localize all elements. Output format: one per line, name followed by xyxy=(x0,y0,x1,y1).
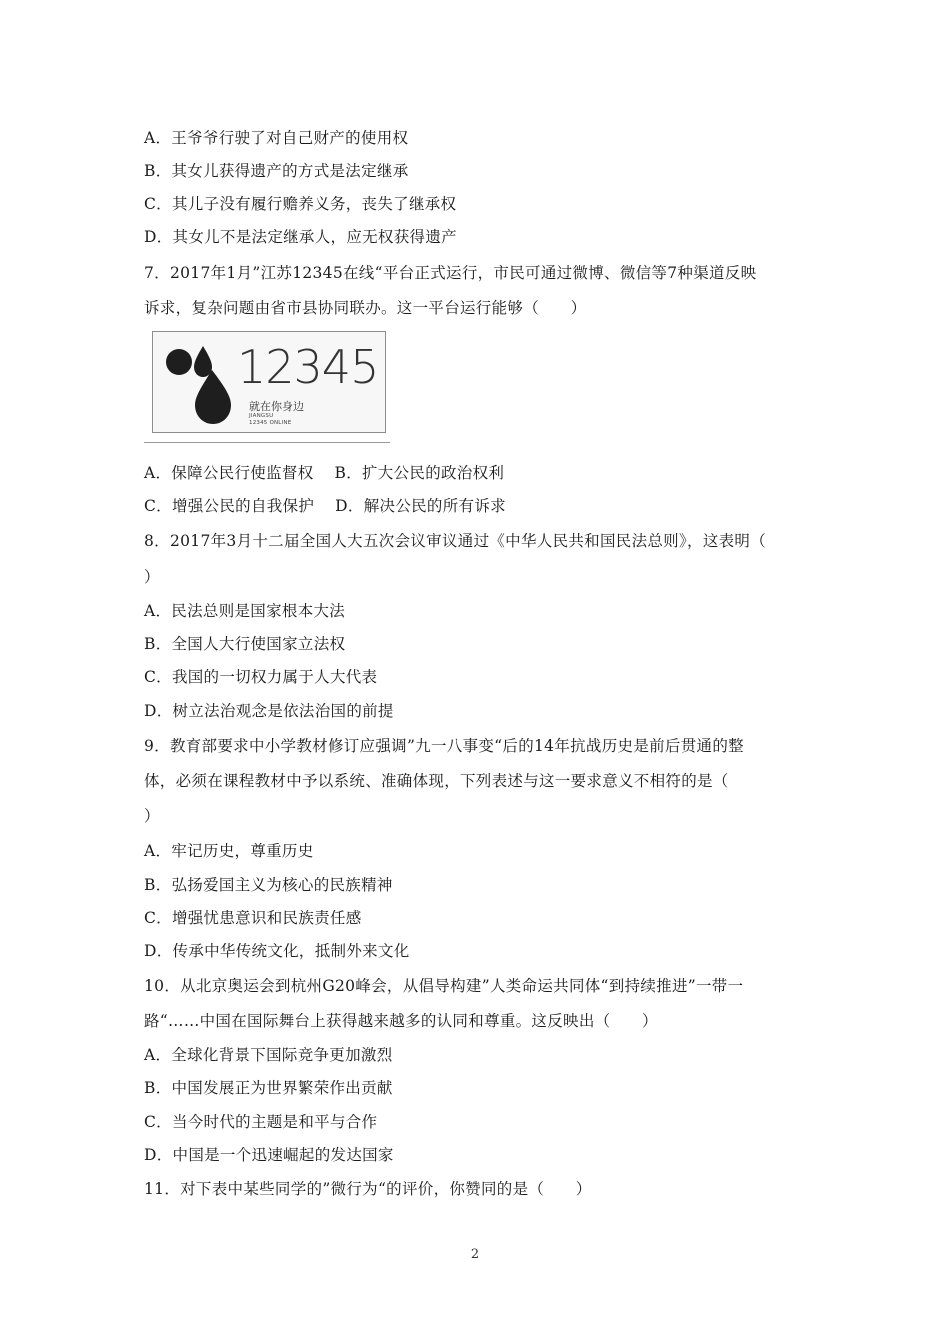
logo-number: 12345 xyxy=(237,340,379,394)
drops-logo-icon xyxy=(157,332,237,432)
q6-option-d: D．其女儿不是法定继承人，应无权获得遗产 xyxy=(144,228,457,246)
q9-option-d: D．传承中华传统文化，抵制外来文化 xyxy=(144,942,410,960)
q7-figure xyxy=(144,327,390,443)
q9-option-c: C．增强忧患意识和民族责任感 xyxy=(144,909,362,927)
q9-option-a: A．牢记历史，尊重历史 xyxy=(144,842,314,860)
q8-option-a: A．民法总则是国家根本大法 xyxy=(144,602,346,620)
q8-stem-line-1: 8．2017年3月十二届全国人大五次会议审议通过《中华人民共和国民法总则》，这表明（ xyxy=(144,532,767,550)
q10-option-b: B．中国发展正为世界繁荣作出贡献 xyxy=(144,1079,393,1097)
jiangsu-12345-logo xyxy=(152,331,386,433)
q9-stem-line-1: 9．教育部要求中小学教材修订应强调”九一八事变“后的14年抗战历史是前后贯通的整 xyxy=(144,737,744,755)
q8-stem-line-2: ） xyxy=(144,568,160,586)
logo-tagline: 就在你身边 xyxy=(249,400,304,413)
q6-option-b: B．其女儿获得遗产的方式是法定继承 xyxy=(144,162,409,180)
q8-option-c: C．我国的一切权力属于人大代表 xyxy=(144,668,378,686)
q6-option-c: C．其儿子没有履行赡养义务，丧失了继承权 xyxy=(144,195,457,213)
q10-option-a: A．全球化背景下国际竞争更加激烈 xyxy=(144,1046,393,1064)
q9-stem-line-3: ） xyxy=(144,807,160,825)
q7-options-line-1: A．保障公民行使监督权 B．扩大公民的政治权利 xyxy=(144,464,505,482)
q7-options-line-2: C．增强公民的自我保护 D．解决公民的所有诉求 xyxy=(144,497,506,515)
q10-option-d: D．中国是一个迅速崛起的发达国家 xyxy=(144,1146,394,1164)
q6-option-a: A．王爷爷行驶了对自己财产的使用权 xyxy=(144,129,409,147)
q8-option-b: B．全国人大行使国家立法权 xyxy=(144,635,346,653)
logo-subtitle-2: 12345 ONLINE xyxy=(249,420,292,426)
q11-stem-line-1: 11．对下表中某些同学的”微行为“的评价，你赞同的是（ ） xyxy=(144,1180,592,1198)
q10-option-c: C．当今时代的主题是和平与合作 xyxy=(144,1113,378,1131)
page-number: 2 xyxy=(470,1247,480,1262)
q9-stem-line-2: 体，必须在课程教材中予以系统、准确体现，下列表述与这一要求意义不相符的是（ xyxy=(144,772,729,790)
q10-stem-line-2: 路“……中国在国际舞台上获得越来越多的认同和尊重。这反映出（ ） xyxy=(144,1012,658,1030)
q7-stem-line-1: 7．2017年1月”江苏12345在线“平台正式运行，市民可通过微博、微信等7种渠道反映 xyxy=(144,264,757,282)
q9-option-b: B．弘扬爱国主义为核心的民族精神 xyxy=(144,876,393,894)
q8-option-d: D．树立法治观念是依法治国的前提 xyxy=(144,702,394,720)
logo-subtitle-1: JIANGSU xyxy=(249,413,274,419)
q7-stem-line-2: 诉求，复杂问题由省市县协同联办。这一平台运行能够（ ） xyxy=(144,299,587,317)
q10-stem-line-1: 10．从北京奥运会到杭州G20峰会，从倡导构建”人类命运共同体“到持续推进”一带一 xyxy=(144,977,744,995)
